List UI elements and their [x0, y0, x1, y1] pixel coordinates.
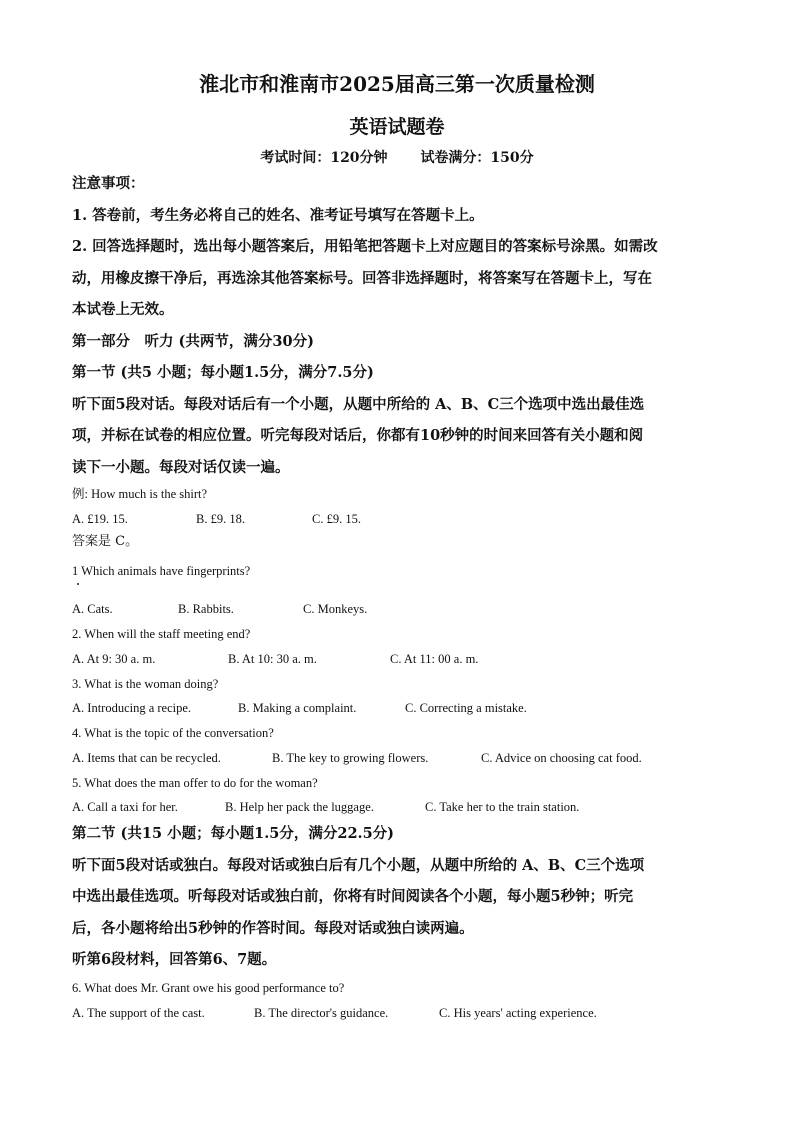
option-b: B. Making a complaint.	[238, 701, 357, 715]
option-a: A. The support of the cast.	[72, 1006, 205, 1020]
option-b: B. Help her pack the luggage.	[225, 800, 374, 814]
exam-time: 考试时间：120分钟	[260, 150, 388, 166]
option-b: B. The key to growing flowers.	[272, 751, 429, 765]
question-5-options	[72, 799, 727, 815]
section1-heading: 第一节 (共5 小题；每小题1.5分，满分7.5分)	[72, 364, 374, 381]
section2	[72, 818, 727, 976]
exam-title: 淮北市和淮南市2025届高三第一次质量检测	[199, 72, 595, 96]
option-c: C. Correcting a mistake.	[405, 701, 527, 715]
section2-instr-line-1: 听下面5段对话或独白。每段对话或独白后有几个小题，从题中所给的 A、B、C三个选项	[72, 856, 645, 874]
question-4-options	[72, 750, 727, 766]
question-3-options	[72, 700, 727, 716]
exam-score: 试卷满分：150分	[420, 150, 534, 166]
notes-item-1: 1. 答卷前，考生务必将自己的姓名、准考证号填写在答题卡上。	[72, 206, 484, 224]
question-5: 5. What does the man offer to do for the woman?	[72, 776, 318, 790]
example-options	[72, 511, 727, 527]
question-1-options	[72, 601, 727, 617]
notes-item-2-line-2: 动，用橡皮擦干净后，再选涂其他答案标号。回答非选择题时，将答案写在答题卡上，写在	[72, 269, 652, 287]
notes-item-2-line-3: 本试卷上无效。	[72, 301, 174, 318]
exam-subtitle: 英语试题卷	[349, 116, 445, 138]
notes-item-2-line-1: 2. 回答选择题时，选出每小题答案后，用铅笔把答题卡上对应题目的答案标号涂黑。如需改	[72, 238, 658, 255]
section2-instr-line-2: 中选出最佳选项。听每段对话或独白前，你将有时间阅读各个小题，每小题5秒钟；听完	[72, 888, 634, 905]
question-2: 2. When will the staff meeting end?	[72, 627, 251, 641]
option-b: B. At 10: 30 a. m.	[228, 652, 317, 666]
part1-heading: 第一部分 听力 (共两节，满分30分)	[72, 332, 314, 350]
section1-instr-line-2: 项，并标在试卷的相应位置。听完每段对话后，你都有10秒钟的时间来回答有关小题和阅	[72, 427, 644, 444]
option-c: C. Take her to the train station.	[425, 800, 580, 814]
option-a: A. Call a taxi for her.	[72, 800, 178, 814]
section1-instr-line-3: 读下一小题。每段对话仅读一遍。	[72, 458, 290, 476]
option-a: A. Items that can be recycled.	[72, 751, 221, 765]
option-b: B. The director's guidance.	[254, 1006, 389, 1020]
option-a: A. Cats.	[72, 602, 113, 616]
option-c: C. Monkeys.	[303, 602, 368, 616]
exam-meta	[0, 147, 794, 167]
notes-heading: 注意事项：	[72, 175, 145, 192]
option-b: B. Rabbits.	[178, 602, 234, 616]
notes-section	[72, 168, 727, 483]
example-option-b: B. £9. 18.	[196, 512, 245, 526]
example-answer: 答案是 C。	[72, 534, 139, 549]
question-1: 1 Which animals have fingerprints?	[72, 564, 251, 578]
section1-instr-line-1: 听下面5段对话。每段对话后有一个小题，从题中所给的 A、B、C三个选项中选出最佳选	[72, 395, 645, 413]
example-option-a: A. £19. 15.	[72, 512, 128, 526]
stray-dot	[77, 583, 79, 585]
question-2-options	[72, 651, 727, 667]
question-3: 3. What is the woman doing?	[72, 677, 219, 691]
section2-heading: 第二节 (共15 小题；每小题1.5分，满分22.5分)	[72, 825, 395, 842]
example-option-c: C. £9. 15.	[312, 512, 361, 526]
question-6: 6. What does Mr. Grant owe his good performance to?	[72, 981, 345, 995]
question-6-options	[72, 1005, 727, 1021]
option-c: C. His years' acting experience.	[439, 1006, 597, 1020]
option-a: A. At 9: 30 a. m.	[72, 652, 156, 666]
question-4: 4. What is the topic of the conversation?	[72, 726, 274, 740]
section2-instr-line-3: 后，各小题将给出5秒钟的作答时间。每段对话或独白读两遍。	[72, 919, 474, 937]
option-c: C. At 11: 00 a. m.	[390, 652, 479, 666]
example-question: 例: How much is the shirt?	[72, 487, 208, 501]
material-6-heading: 听第6段材料，回答第6、7题。	[72, 951, 277, 968]
option-c: C. Advice on choosing cat food.	[481, 751, 642, 765]
option-a: A. Introducing a recipe.	[72, 701, 192, 715]
